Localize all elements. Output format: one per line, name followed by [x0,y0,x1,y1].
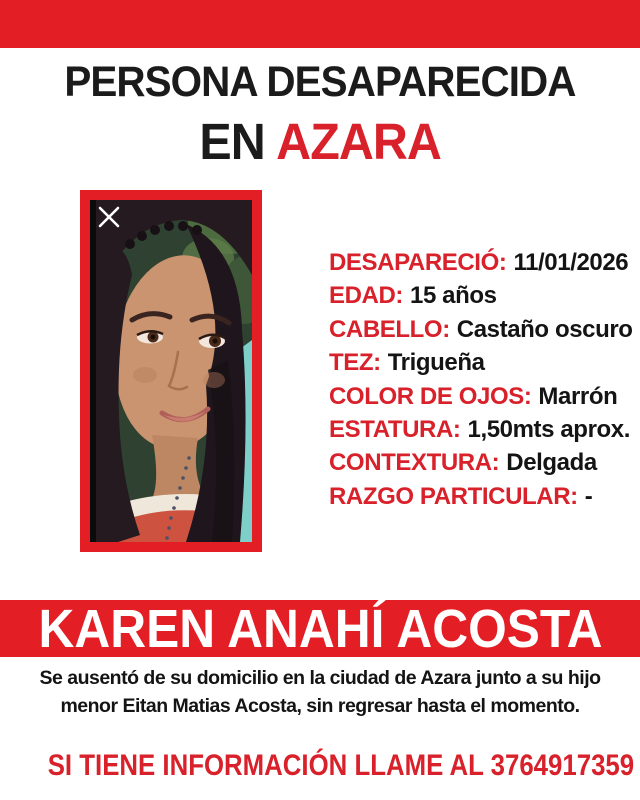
detail-label: RAZGO PARTICULAR: [329,482,578,510]
description-text: Se ausentó de su domicilio en la ciudad de Azara junto a su hijo menor Eitan Matias Acosta, sin regresar hasta el momento. [39,667,601,717]
detail-label: CONTEXTURA: [329,449,500,477]
detail-value: Trigueña [387,349,485,377]
poster-title-text: PERSONA DESAPARECIDA [64,58,576,106]
detail-label: COLOR DE OJOS: [329,382,532,410]
contact-line-text: SI TIENE INFORMACIÓN LLAME AL 3764917359 [47,749,635,782]
subtitle-prefix: EN [199,113,265,170]
details-list [329,246,633,513]
close-icon[interactable] [97,205,121,229]
detail-label: EDAD: [329,282,403,310]
detail-label: ESTATURA: [329,416,461,444]
portrait-illustration [90,200,252,542]
detail-row-height [329,413,633,446]
name-banner [0,600,640,657]
detail-value: Castaño oscuro [456,315,633,343]
detail-row-hair [329,313,633,346]
detail-row-particular-feature [329,480,633,513]
top-red-band [0,0,640,48]
detail-value: 11/01/2026 [513,249,629,276]
poster-subtitle [0,112,640,171]
missing-person-name: KAREN ANAHÍ ACOSTA [38,598,602,659]
detail-row-age [329,279,633,312]
poster-subtitle-text [199,112,441,171]
detail-value: Delgada [506,449,597,477]
poster-title [0,58,640,107]
detail-label: CABELLO: [329,315,450,343]
subtitle-location: AZARA [276,113,441,170]
detail-value: 1,50mts aprox. [467,416,630,444]
detail-row-disappeared [329,246,633,279]
detail-value: 15 años [410,282,497,310]
detail-row-eye-color [329,380,633,413]
detail-value: Marrón [538,382,618,410]
detail-value: - [584,482,593,510]
detail-label: TEZ: [329,349,381,377]
contact-line [0,749,640,783]
detail-label: DESAPARECIÓ: [329,249,507,276]
detail-row-build [329,446,633,479]
detail-row-complexion [329,346,633,379]
missing-person-photo [80,190,262,552]
